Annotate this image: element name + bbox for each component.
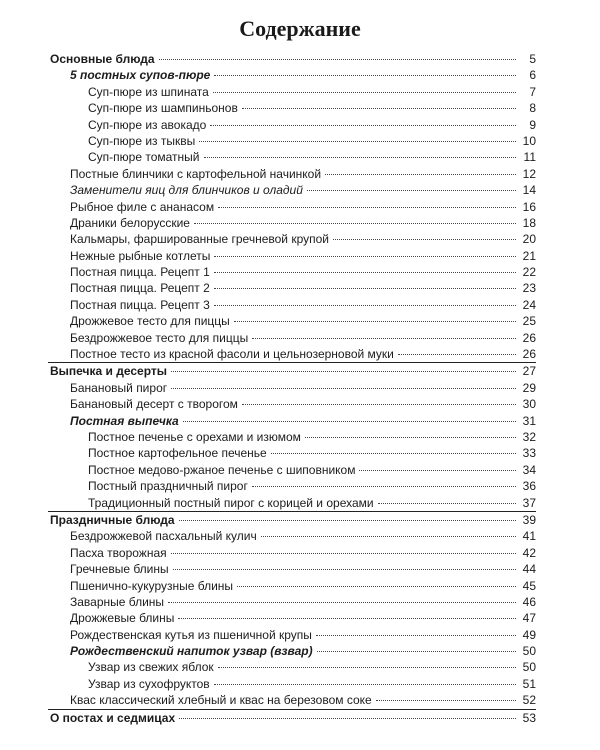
section-heading[interactable] <box>48 51 536 67</box>
dot-leader <box>234 321 516 322</box>
dot-leader <box>317 651 516 652</box>
page-number: 16 <box>522 199 536 214</box>
entry-title: О постах и седмицах <box>50 710 176 725</box>
page-number: 49 <box>522 627 536 642</box>
toc-entry[interactable] <box>48 231 536 247</box>
entry-title: Банановый десерт с творогом <box>70 397 238 412</box>
entry-title: Постное тесто из красной фасоли и цельнозерновой муки <box>70 347 394 362</box>
entry-title: Заварные блины <box>70 594 165 609</box>
page-number: 26 <box>522 347 536 362</box>
section-heading[interactable] <box>48 511 536 528</box>
dot-leader <box>333 239 516 240</box>
table-of-contents <box>48 51 536 726</box>
section-heading[interactable] <box>48 709 536 726</box>
toc-entry[interactable] <box>48 117 536 133</box>
dot-leader <box>214 305 516 306</box>
dot-leader <box>214 272 516 273</box>
dot-leader <box>171 388 516 389</box>
entry-title: Дрожжевые блины <box>70 611 175 626</box>
page-number: 10 <box>522 133 536 148</box>
toc-entry[interactable] <box>48 478 536 494</box>
dot-leader <box>376 700 516 701</box>
page-number: 20 <box>522 232 536 247</box>
toc-entry[interactable] <box>48 313 536 329</box>
entry-title: Дрожжевое тесто для пиццы <box>70 314 230 329</box>
page-number: 50 <box>522 644 536 659</box>
entry-title: Рождественский напиток узвар (взвар) <box>70 644 313 659</box>
page-number: 39 <box>522 512 536 527</box>
entry-title: Постная пицца. Рецепт 1 <box>70 265 210 280</box>
dot-leader <box>199 141 516 142</box>
section-heading[interactable] <box>48 362 536 379</box>
dot-leader <box>261 536 516 537</box>
dot-leader <box>183 421 516 422</box>
toc-entry[interactable] <box>48 346 536 362</box>
dot-leader <box>214 75 516 76</box>
page-number: 11 <box>523 150 536 165</box>
entry-title: Выпечка и десерты <box>50 364 168 379</box>
page-number: 31 <box>522 413 536 428</box>
dot-leader <box>271 453 516 454</box>
toc-entry[interactable] <box>48 380 536 396</box>
dot-leader <box>218 667 516 668</box>
dot-leader <box>305 437 516 438</box>
page-number: 47 <box>522 611 536 626</box>
toc-entry[interactable] <box>48 462 536 478</box>
toc-entry[interactable] <box>48 413 536 429</box>
toc-entry[interactable] <box>48 149 536 165</box>
entry-title: Бездрожжевое тесто для пиццы <box>70 330 249 345</box>
entry-title: Суп-пюре из шпината <box>88 84 209 99</box>
entry-title: Заменители яиц для блинчиков и оладий <box>70 183 303 198</box>
dot-leader <box>398 354 516 355</box>
entry-title: Суп-пюре из тыквы <box>88 133 196 148</box>
toc-entry[interactable] <box>48 627 536 643</box>
toc-entry[interactable] <box>48 133 536 149</box>
page-number: 18 <box>522 215 536 230</box>
dot-leader <box>218 207 516 208</box>
dot-leader <box>378 503 516 504</box>
toc-entry[interactable] <box>48 561 536 577</box>
entry-title: Рыбное филе с ананасом <box>70 199 215 214</box>
toc-entry[interactable] <box>48 84 536 100</box>
toc-entry[interactable] <box>48 264 536 280</box>
entry-title: Узвар из свежих яблок <box>88 660 214 675</box>
dot-leader <box>252 486 516 487</box>
entry-title: Пасха творожная <box>70 545 167 560</box>
toc-entry[interactable] <box>48 610 536 626</box>
toc-entry[interactable] <box>48 100 536 116</box>
entry-title: Постная пицца. Рецепт 3 <box>70 297 210 312</box>
toc-entry[interactable] <box>48 199 536 215</box>
entry-title: Постное картофельное печенье <box>88 446 267 461</box>
dot-leader <box>214 288 516 289</box>
dot-leader <box>237 586 516 587</box>
entry-title: Постная пицца. Рецепт 2 <box>70 281 210 296</box>
dot-leader <box>178 618 516 619</box>
toc-entry[interactable] <box>48 594 536 610</box>
toc-entry[interactable] <box>48 280 536 296</box>
page-number: 52 <box>522 693 536 708</box>
entry-title: Пшенично-кукурузные блины <box>70 578 234 593</box>
toc-entry[interactable] <box>48 330 536 346</box>
page-number: 29 <box>522 380 536 395</box>
dot-leader <box>214 256 516 257</box>
toc-entry[interactable] <box>48 692 536 708</box>
page-number: 6 <box>529 68 536 83</box>
dot-leader <box>173 569 516 570</box>
page-number: 34 <box>522 462 536 477</box>
entry-title: 5 постных супов-пюре <box>70 68 211 83</box>
toc-entry[interactable] <box>48 67 536 83</box>
dot-leader <box>307 190 516 191</box>
page-number: 26 <box>522 330 536 345</box>
page-number: 12 <box>522 166 536 181</box>
entry-title: Квас классический хлебный и квас на березовом соке <box>70 693 372 708</box>
entry-title: Суп-пюре из авокадо <box>88 117 207 132</box>
dot-leader <box>171 371 516 372</box>
entry-title: Кальмары, фаршированные гречневой крупой <box>70 232 330 247</box>
entry-title: Постный праздничный пирог <box>88 479 248 494</box>
page-number: 44 <box>522 562 536 577</box>
toc-entry[interactable] <box>48 495 536 511</box>
page-number: 30 <box>522 397 536 412</box>
page-number: 41 <box>522 529 536 544</box>
dot-leader <box>179 718 516 719</box>
entry-title: Основные блюда <box>50 52 155 66</box>
dot-leader <box>325 174 516 175</box>
page-number: 5 <box>529 52 536 66</box>
page-number: 14 <box>522 183 536 198</box>
entry-title: Постная выпечка <box>70 413 179 428</box>
toc-entry[interactable] <box>48 297 536 313</box>
page-number: 22 <box>522 265 536 280</box>
dot-leader <box>359 470 516 471</box>
dot-leader <box>179 520 516 521</box>
toc-entry[interactable] <box>48 545 536 561</box>
page-number: 33 <box>522 446 536 461</box>
toc-entry[interactable] <box>48 396 536 412</box>
page-number: 46 <box>522 594 536 609</box>
dot-leader <box>204 157 517 158</box>
toc-entry[interactable] <box>48 643 536 659</box>
dot-leader <box>168 602 516 603</box>
entry-title: Гречневые блины <box>70 562 169 577</box>
entry-title: Традиционный постный пирог с корицей и орехами <box>88 495 374 510</box>
page-number: 50 <box>522 660 536 675</box>
toc-entry[interactable] <box>48 578 536 594</box>
entry-title: Нежные рыбные котлеты <box>70 248 211 263</box>
page-number: 8 <box>529 101 536 116</box>
toc-entry[interactable] <box>48 182 536 198</box>
toc-entry[interactable] <box>48 445 536 461</box>
toc-entry[interactable] <box>48 676 536 692</box>
dot-leader <box>242 404 516 405</box>
entry-title: Драники белорусские <box>70 215 190 230</box>
page-number: 27 <box>522 364 536 379</box>
entry-title: Постное печенье с орехами и изюмом <box>88 429 301 444</box>
dot-leader <box>242 108 516 109</box>
page-number: 9 <box>529 117 536 132</box>
entry-title: Узвар из сухофруктов <box>88 676 210 691</box>
page-title: Содержание <box>239 16 361 41</box>
page-number: 37 <box>522 495 536 510</box>
entry-title: Бездрожжевой пасхальный кулич <box>70 529 257 544</box>
toc-entry[interactable] <box>48 166 536 182</box>
entry-title: Праздничные блюда <box>50 512 175 527</box>
entry-title: Банановый пирог <box>70 380 168 395</box>
toc-entry[interactable] <box>48 215 536 231</box>
page-number: 23 <box>522 281 536 296</box>
page-number: 24 <box>522 297 536 312</box>
page-number: 21 <box>522 248 536 263</box>
dot-leader <box>316 635 516 636</box>
dot-leader <box>210 125 516 126</box>
page-number: 45 <box>522 578 536 593</box>
toc-entry[interactable] <box>48 659 536 675</box>
dot-leader <box>194 223 516 224</box>
dot-leader <box>252 338 516 339</box>
dot-leader <box>213 92 516 93</box>
page-number: 32 <box>522 429 536 444</box>
page-number: 42 <box>522 545 536 560</box>
page-number: 53 <box>522 710 536 725</box>
page-number: 51 <box>522 676 536 691</box>
entry-title: Суп-пюре томатный <box>88 150 200 165</box>
toc-entry[interactable] <box>48 528 536 544</box>
page-number: 25 <box>522 314 536 329</box>
dot-leader <box>159 59 516 60</box>
toc-entry[interactable] <box>48 429 536 445</box>
entry-title: Постные блинчики с картофельной начинкой <box>70 166 322 181</box>
page-number: 7 <box>529 84 536 99</box>
dot-leader <box>171 553 516 554</box>
dot-leader <box>214 684 516 685</box>
entry-title: Суп-пюре из шампиньонов <box>88 101 238 116</box>
entry-title: Постное медово-ржаное печенье с шиповником <box>88 462 356 477</box>
page-number: 36 <box>522 479 536 494</box>
toc-entry[interactable] <box>48 248 536 264</box>
entry-title: Рождественская кутья из пшеничной крупы <box>70 627 312 642</box>
